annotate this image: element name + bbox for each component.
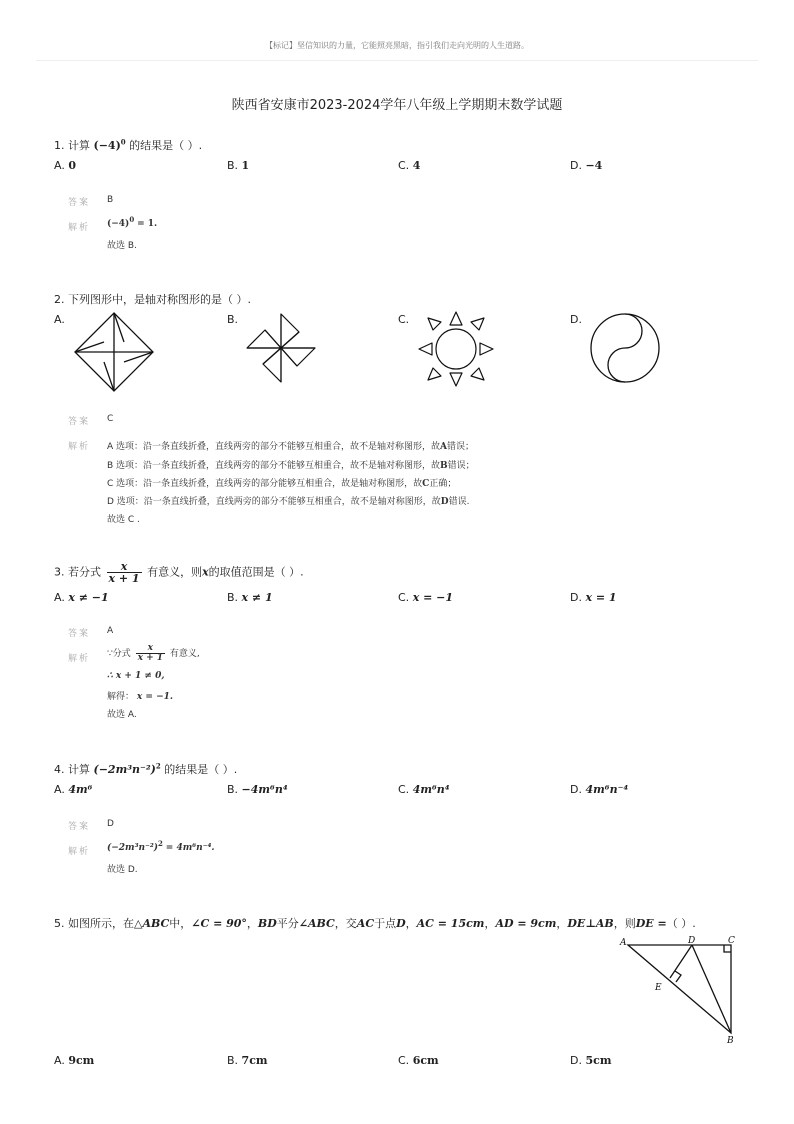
q5-option-a[interactable]: A. 9cm bbox=[54, 1054, 95, 1067]
q5-label-e: E bbox=[655, 983, 662, 993]
q2-figure-a-square-pinwheel[interactable] bbox=[72, 310, 156, 394]
q4-analysis-line-1: $(-2m^3n^{-2})^2 = 4m^6n^{-4}$. bbox=[107, 839, 215, 853]
q5-option-b[interactable]: B. 7cm bbox=[227, 1054, 268, 1067]
q5-triangle-figure bbox=[614, 934, 744, 1048]
q5-option-d[interactable]: D. 5cm bbox=[570, 1054, 612, 1067]
q3-option-c[interactable]: C. x = −1 bbox=[398, 591, 453, 604]
q3-answer-label: 答案 bbox=[68, 629, 91, 639]
q4-option-b[interactable]: B. −4m⁶n⁴ bbox=[227, 783, 288, 796]
document-title: 陕西省安康市2023-2024学年八年级上学期期末数学试题 bbox=[231, 98, 563, 113]
q2-option-c-letter[interactable]: C. bbox=[398, 313, 410, 326]
q2-analysis-line-b: B 选项：沿一条直线折叠，直线两旁的部分不能够互相重合，故不是轴对称图形，故B错误； bbox=[107, 461, 475, 471]
q3-analysis-line-4: 故选 A. bbox=[107, 710, 137, 720]
q1-option-b[interactable]: B. 1 bbox=[227, 159, 250, 172]
q4-answer: D bbox=[107, 819, 114, 829]
q1-analysis-label: 解析 bbox=[68, 223, 91, 233]
q1-option-a[interactable]: A. 0 bbox=[54, 159, 76, 172]
q3-analysis-fraction: $\frac{x}{x + 1}$ bbox=[137, 643, 164, 663]
q5-label-b: B bbox=[727, 1036, 734, 1046]
q5-label-c: C bbox=[728, 936, 735, 946]
q2-option-a-letter[interactable]: A. bbox=[54, 313, 65, 326]
q1-answer: B bbox=[107, 195, 114, 205]
question-2-stem: 2. 下列图形中，是轴对称图形的是（ ）. bbox=[54, 293, 251, 306]
question-3-stem: 3. 若分式 $\frac{x}{x + 1}$ 有意义，则x的取值范围是（ ）. bbox=[54, 560, 304, 585]
q1-analysis-line-1: $(-4)^0 = 1$. bbox=[107, 215, 158, 229]
q2-figure-c-sun[interactable] bbox=[416, 308, 496, 390]
q3-option-a[interactable]: A. x ≠ −1 bbox=[54, 591, 109, 604]
q1-option-c[interactable]: C. 4 bbox=[398, 159, 421, 172]
q3-answer: A bbox=[107, 626, 114, 636]
q4-analysis-line-2: 故选 D. bbox=[107, 865, 138, 875]
q2-analysis-line-d: D 选项：沿一条直线折叠，直线两旁的部分不能够互相重合，故不是轴对称图形，故D错误. bbox=[107, 497, 470, 507]
q4-analysis-label: 解析 bbox=[68, 847, 91, 857]
q2-option-d-letter[interactable]: D. bbox=[570, 313, 582, 326]
q3-analysis-line-1: ∵分式 $\frac{x}{x + 1}$ 有意义, bbox=[107, 643, 200, 663]
q1-suffix: 的结果是（ ）. bbox=[129, 139, 203, 152]
q2-analysis-label: 解析 bbox=[68, 442, 91, 452]
q1-analysis-line-2: 故选 B. bbox=[107, 241, 137, 251]
q3-option-b[interactable]: B. x ≠ 1 bbox=[227, 591, 273, 604]
q3-option-d[interactable]: D. x = 1 bbox=[570, 591, 617, 604]
q5-label-a: A bbox=[620, 938, 627, 948]
q3-analysis-line-2: ∴ x + 1 ≠ 0, bbox=[107, 671, 165, 681]
q1-answer-label: 答案 bbox=[68, 198, 91, 208]
q1-prefix: 1. 计算 bbox=[54, 139, 90, 152]
q1-option-d[interactable]: D. −4 bbox=[570, 159, 603, 172]
q2-answer-label: 答案 bbox=[68, 417, 91, 427]
q2-analysis-line-a: A 选项：沿一条直线折叠，直线两旁的部分不能够互相重合，故不是轴对称图形，故A错误； bbox=[107, 442, 475, 452]
q2-analysis-line-c: C 选项：沿一条直线折叠，直线两旁的部分能够互相重合，故是轴对称图形，故C正确； bbox=[107, 479, 457, 489]
q5-label-d: D bbox=[688, 936, 696, 946]
question-5-stem: 5. 如图所示，在△ABC中，∠C = 90°，BD平分∠ABC，交AC于点D，AC = 15cm，AD = 9cm，DE⊥AB，则DE =（ ）. bbox=[54, 917, 696, 930]
q1-base: (−4) bbox=[93, 139, 121, 152]
q3-fraction: $\frac{x}{x + 1}$ bbox=[108, 560, 140, 585]
q2-figure-b-windmill[interactable] bbox=[243, 310, 319, 386]
q2-answer: C bbox=[107, 414, 114, 424]
q4-option-c[interactable]: C. 4m⁶n⁴ bbox=[398, 783, 450, 796]
q3-analysis-line-3: 解得： x = −1. bbox=[107, 692, 174, 702]
q4-answer-label: 答案 bbox=[68, 822, 91, 832]
q2-option-b-letter[interactable]: B. bbox=[227, 313, 239, 326]
q2-figure-d-yin-yang-circle[interactable] bbox=[587, 310, 663, 386]
q3-analysis-label: 解析 bbox=[68, 654, 91, 664]
q1-exponent: 0 bbox=[120, 137, 126, 147]
question-4-stem: 4. 计算 $(-2m^3n^{-2})^2$ 的结果是（ ）. bbox=[54, 761, 238, 776]
header-motto: 【标记】坚信知识的力量，它能照亮黑暗，指引我们走向光明的人生道路。 bbox=[265, 41, 529, 50]
question-1-stem bbox=[54, 137, 202, 153]
q4-option-d[interactable]: D. 4m⁶n⁻⁴ bbox=[570, 783, 629, 796]
q4-option-a[interactable]: A. 4m⁶ bbox=[54, 783, 93, 796]
q5-option-c[interactable]: C. 6cm bbox=[398, 1054, 439, 1067]
q2-analysis-conclusion: 故选 C . bbox=[107, 515, 140, 525]
header-divider bbox=[36, 60, 758, 61]
